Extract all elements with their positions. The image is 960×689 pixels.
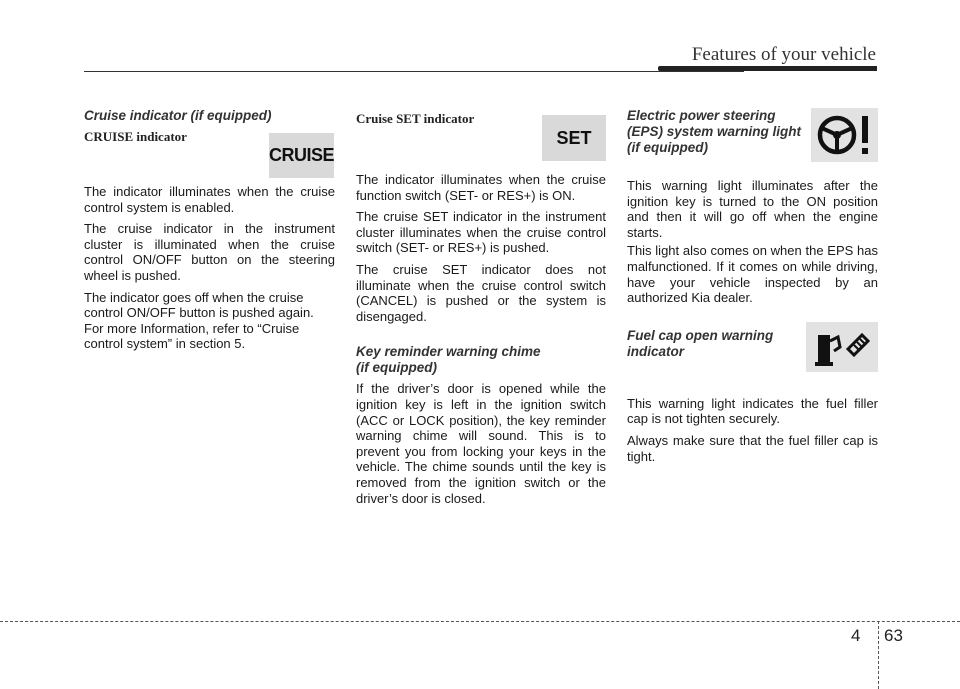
fuel-cap-open-warning-icon [806, 322, 878, 372]
steering-wheel-exclamation-icon [815, 110, 875, 160]
cruise-indicator-icon: CRUISE [269, 133, 334, 178]
cruise-set-indicator-icon: SET [542, 115, 606, 161]
column-cruise-set-indicator [356, 108, 606, 512]
fuel-pump-cap-icon [810, 325, 874, 369]
paragraph: The cruise SET indicator in the instrument cluster illuminates when the cruise control switch (SET- or RES+) is pushed. [356, 209, 606, 256]
subheading-cruise-indicator: CRUISE indicator [84, 129, 187, 144]
section-heading-key-reminder-qualifier: (if equipped) [356, 360, 437, 376]
section-heading-key-reminder: Key reminder warning chime [356, 344, 541, 360]
section-heading-eps-qualifier: (if equipped) [627, 140, 708, 155]
section-heading-cruise-indicator: Cruise indicator (if equipped) [84, 108, 272, 123]
paragraph: If the driver’s door is opened while the ignition key is left in the ignition switch (ACC or LOCK position), the key reminder warning chime will sound. This is to prevent you from locking your keys in the vehicle. The chime sounds until the key is removed from the ignition switch or the driver’s door is closed. [356, 381, 606, 506]
paragraph: The cruise indicator in the instrument cluster is illuminated when the cruise control ON/OFF button on the steering wheel is pushed. [84, 221, 335, 283]
paragraph: The cruise SET indicator does not illuminate when the cruise control switch (CANCEL) is pushed or the system is disengaged. [356, 261, 606, 324]
section-heading-eps-line2: (EPS) system warning light [627, 124, 802, 139]
paragraph: The indicator illuminates when the cruise function switch (SET- or RES+) is ON. [356, 172, 606, 203]
subheading-cruise-set-indicator: Cruise SET indicator [356, 111, 475, 126]
footer-rule [0, 621, 960, 622]
paragraph: Always make sure that the fuel filler cap is tight. [627, 432, 878, 464]
page-number: 63 [884, 626, 903, 645]
page-header-title: Features of your vehicle [691, 44, 876, 65]
page-chapter-number: 4 [851, 626, 861, 645]
column-eps-fuel-cap [627, 108, 878, 470]
paragraph: The indicator goes off when the cruise control ON/OFF button is pushed again. For more Information, refer to “Cruise control system” in section 5. [84, 289, 314, 352]
section-heading-fuel-cap-line2: indicator [627, 343, 685, 359]
section-heading-eps: Electric power steering [627, 108, 776, 123]
header-accent-bar [658, 66, 877, 71]
paragraph: This warning light illuminates after the ignition key is turned to the ON position and then it will go off when the engine starts. [627, 178, 878, 240]
header-rule [84, 71, 744, 72]
eps-steering-warning-icon [811, 108, 878, 162]
paragraph: The indicator illuminates when the cruise control system is enabled. [84, 184, 335, 215]
section-heading-fuel-cap: Fuel cap open warning [627, 327, 774, 343]
paragraph: This warning light indicates the fuel filler cap is not tighten securely. [627, 395, 878, 427]
paragraph: This light also comes on when the EPS has malfunctioned. If it comes on while driving, have your vehicle inspected by an authorized Kia dealer. [627, 243, 878, 306]
footer-divider [878, 621, 879, 689]
